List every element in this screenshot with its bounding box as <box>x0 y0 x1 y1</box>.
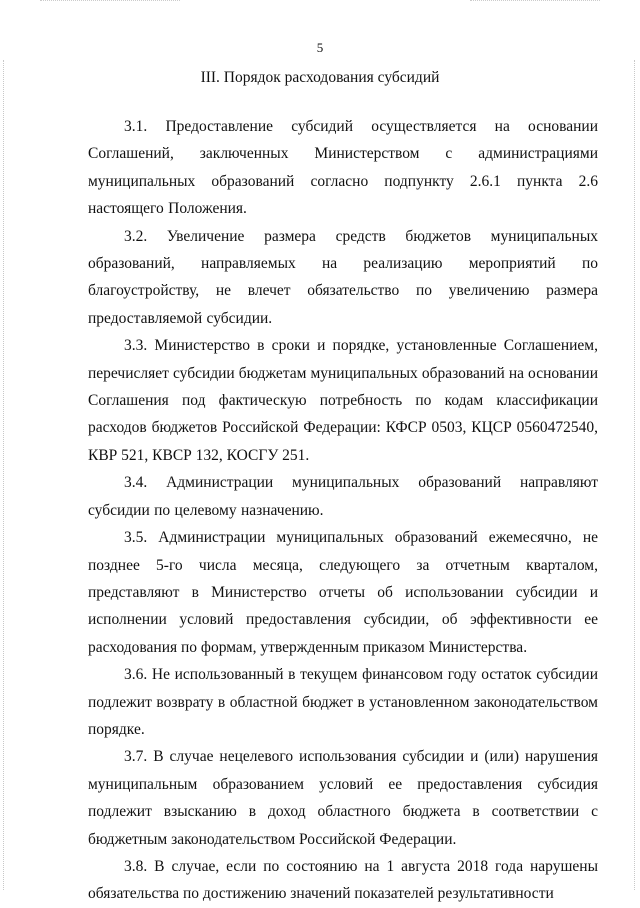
paragraph-3-1: 3.1. Предоставление субсидий осуществляется на основании Соглашений, заключенных Министерством с администрациями муниципальных образований согласно подпункту 2.6.1 пункта 2.6 настоящего Положения. <box>88 118 598 218</box>
paragraph-3-2: 3.2. Увеличение размера средств бюджетов муниципальных образований, направляемых на реализацию мероприятий по благоустройству, не влечет обязательство по увеличению размера предоставляемой субсидии. <box>88 227 598 327</box>
scan-edge-left <box>3 60 4 890</box>
page-number: 5 <box>316 40 324 55</box>
paragraph-3-4: 3.4. Администрации муниципальных образований направляют субсидии по целевому назначению. <box>88 474 598 519</box>
paragraph-3-3: 3.3. Министерство в сроки и порядке, установленные Соглашением, перечисляет субсидии бюджетам муниципальных образований на основании Соглашения под фактическую потребность по кодам классификации расходов бюджетов Российской Федерации: КФСР 0503, КЦСР 0560472540, КВР 521, КВСР 132, КОСГУ 251. <box>88 337 598 464</box>
section-heading: III. Порядок расходования субсидий <box>200 69 440 86</box>
paragraph-3-6: 3.6. Не использованный в текущем финансовом году остаток субсидии подлежит возврату в областной бюджет в установленном законодательством порядке. <box>88 666 598 738</box>
scan-edge-top-left <box>40 0 180 2</box>
paragraph-3-7: 3.7. В случае нецелевого использования субсидии и (или) нарушения муниципальным образованием условий ее предоставления субсидия подлежит взысканию в доход областного бюджета в соответствии с бюджетным законодательством Российской Федерации. <box>88 748 598 848</box>
paragraph-3-5: 3.5. Администрации муниципальных образований ежемесячно, не позднее 5-го числа месяца, следующего за отчетным кварталом, представляют в Министерство отчеты об использовании субсидии и исполнении условий предоставления субсидии, об эффективности ее расходования по формам, утвержденным приказом Министерства. <box>88 529 598 656</box>
paragraph-3-8: 3.8. В случае, если по состоянию на 1 августа 2018 года нарушены обязательства по достижению значений показателей результативности <box>88 857 598 903</box>
scan-edge-top-right <box>470 0 600 2</box>
section-body <box>88 113 598 908</box>
scan-edge-right <box>634 60 635 890</box>
